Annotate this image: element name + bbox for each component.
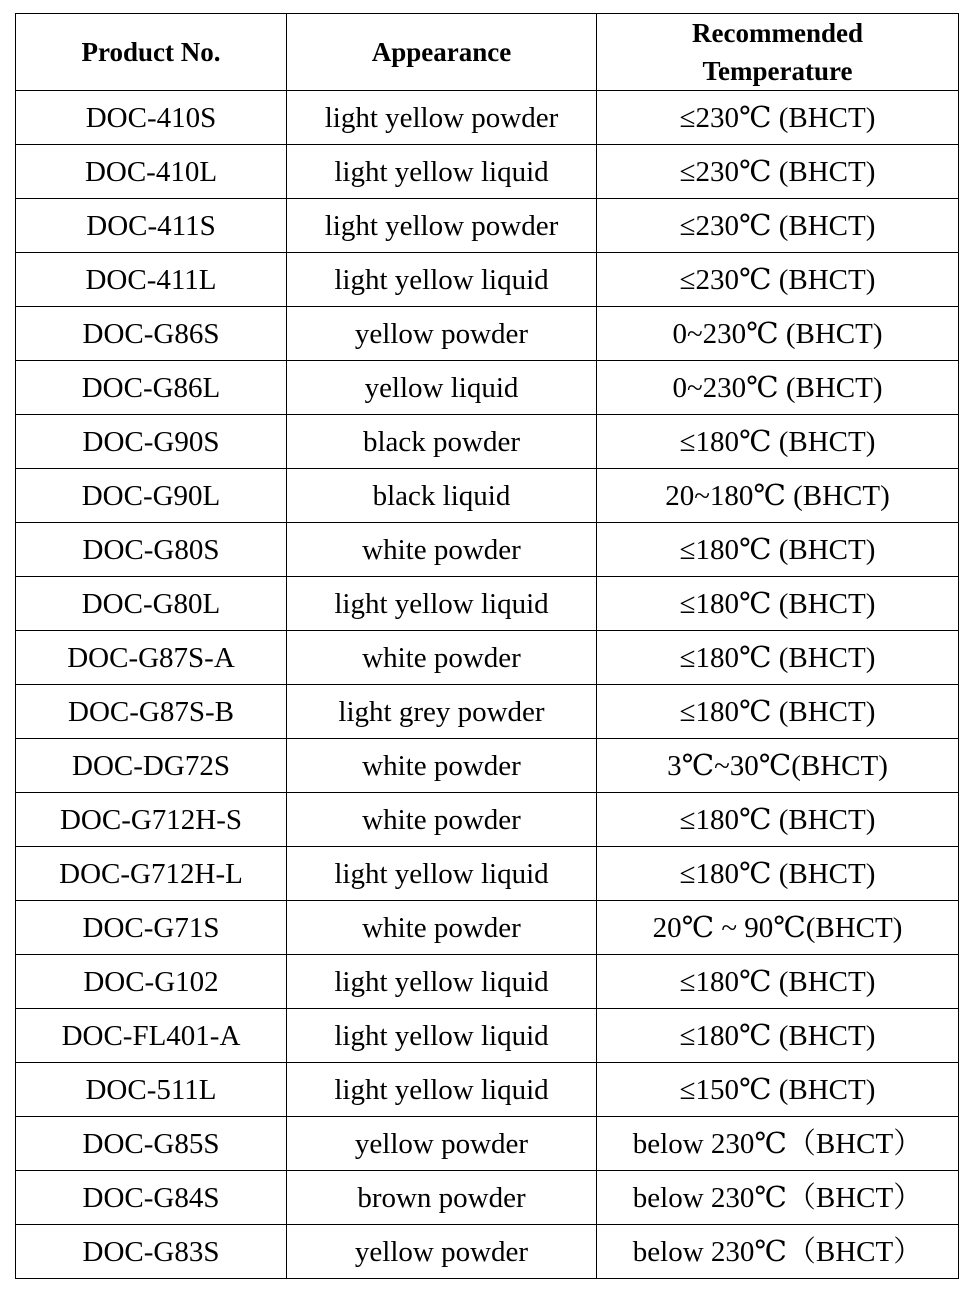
cell-product-no: DOC-G102 [16,955,287,1009]
table-row [16,91,959,145]
table-header [16,14,959,91]
cell-appearance: white powder [287,631,597,685]
header-row [16,14,959,91]
table-row [16,199,959,253]
header-recommended-temperature [597,14,959,91]
cell-appearance: light yellow liquid [287,145,597,199]
table-row [16,523,959,577]
cell-recommended-temperature: below 230℃（BHCT） [597,1117,959,1171]
table-row [16,1009,959,1063]
cell-recommended-temperature: below 230℃（BHCT） [597,1171,959,1225]
cell-recommended-temperature: ≤180℃ (BHCT) [597,577,959,631]
cell-product-no: DOC-411S [16,199,287,253]
cell-recommended-temperature: ≤180℃ (BHCT) [597,523,959,577]
table-row [16,307,959,361]
cell-appearance: white powder [287,793,597,847]
header-temperature-line1: Recommended [692,18,863,48]
cell-product-no: DOC-G86L [16,361,287,415]
table-row [16,415,959,469]
cell-recommended-temperature: ≤230℃ (BHCT) [597,199,959,253]
table-row [16,631,959,685]
cell-appearance: light yellow liquid [287,847,597,901]
cell-product-no: DOC-G712H-S [16,793,287,847]
cell-product-no: DOC-G80L [16,577,287,631]
cell-product-no: DOC-G85S [16,1117,287,1171]
cell-appearance: light yellow liquid [287,1009,597,1063]
cell-appearance: yellow powder [287,307,597,361]
cell-recommended-temperature: below 230℃（BHCT） [597,1225,959,1279]
cell-appearance: white powder [287,523,597,577]
table-row [16,361,959,415]
cell-appearance: black powder [287,415,597,469]
cell-appearance: yellow powder [287,1117,597,1171]
cell-appearance: light yellow liquid [287,253,597,307]
table-row [16,739,959,793]
cell-recommended-temperature: ≤180℃ (BHCT) [597,955,959,1009]
cell-product-no: DOC-G712H-L [16,847,287,901]
cell-product-no: DOC-FL401-A [16,1009,287,1063]
cell-recommended-temperature: ≤230℃ (BHCT) [597,253,959,307]
cell-recommended-temperature: ≤180℃ (BHCT) [597,631,959,685]
cell-appearance: light yellow liquid [287,577,597,631]
cell-appearance: yellow powder [287,1225,597,1279]
table-row [16,253,959,307]
cell-product-no: DOC-G90L [16,469,287,523]
table-row [16,685,959,739]
cell-recommended-temperature: 3℃~30℃(BHCT) [597,739,959,793]
table-row [16,1117,959,1171]
cell-appearance: light yellow liquid [287,1063,597,1117]
cell-appearance: yellow liquid [287,361,597,415]
cell-recommended-temperature: ≤180℃ (BHCT) [597,1009,959,1063]
table-body [16,91,959,1279]
cell-appearance: brown powder [287,1171,597,1225]
cell-product-no: DOC-411L [16,253,287,307]
cell-appearance: black liquid [287,469,597,523]
cell-product-no: DOC-G80S [16,523,287,577]
cell-recommended-temperature: 0~230℃ (BHCT) [597,361,959,415]
cell-appearance: white powder [287,901,597,955]
cell-appearance: light yellow powder [287,199,597,253]
table-row [16,955,959,1009]
cell-recommended-temperature: 20℃ ~ 90℃(BHCT) [597,901,959,955]
table-row [16,577,959,631]
table-row [16,145,959,199]
cell-product-no: DOC-410S [16,91,287,145]
header-product-no: Product No. [16,14,287,91]
cell-product-no: DOC-G71S [16,901,287,955]
cell-product-no: DOC-511L [16,1063,287,1117]
cell-product-no: DOC-G87S-B [16,685,287,739]
table-row [16,1171,959,1225]
cell-appearance: light yellow powder [287,91,597,145]
cell-recommended-temperature: ≤150℃ (BHCT) [597,1063,959,1117]
cell-recommended-temperature: ≤180℃ (BHCT) [597,793,959,847]
cell-product-no: DOC-G84S [16,1171,287,1225]
cell-appearance: white powder [287,739,597,793]
cell-recommended-temperature: 0~230℃ (BHCT) [597,307,959,361]
cell-product-no: DOC-G90S [16,415,287,469]
cell-appearance: light grey powder [287,685,597,739]
cell-product-no: DOC-DG72S [16,739,287,793]
cell-recommended-temperature: ≤180℃ (BHCT) [597,847,959,901]
table-row [16,1225,959,1279]
header-appearance: Appearance [287,14,597,91]
table-row [16,847,959,901]
cell-appearance: light yellow liquid [287,955,597,1009]
cell-recommended-temperature: ≤230℃ (BHCT) [597,91,959,145]
cell-product-no: DOC-410L [16,145,287,199]
table-row [16,469,959,523]
cell-recommended-temperature: ≤180℃ (BHCT) [597,685,959,739]
cell-recommended-temperature: 20~180℃ (BHCT) [597,469,959,523]
table-row [16,901,959,955]
cell-product-no: DOC-G83S [16,1225,287,1279]
cell-recommended-temperature: ≤230℃ (BHCT) [597,145,959,199]
table-row [16,793,959,847]
table-row [16,1063,959,1117]
cell-recommended-temperature: ≤180℃ (BHCT) [597,415,959,469]
product-table [15,13,959,1279]
cell-product-no: DOC-G87S-A [16,631,287,685]
header-temperature-line2: Temperature [702,56,853,86]
cell-product-no: DOC-G86S [16,307,287,361]
